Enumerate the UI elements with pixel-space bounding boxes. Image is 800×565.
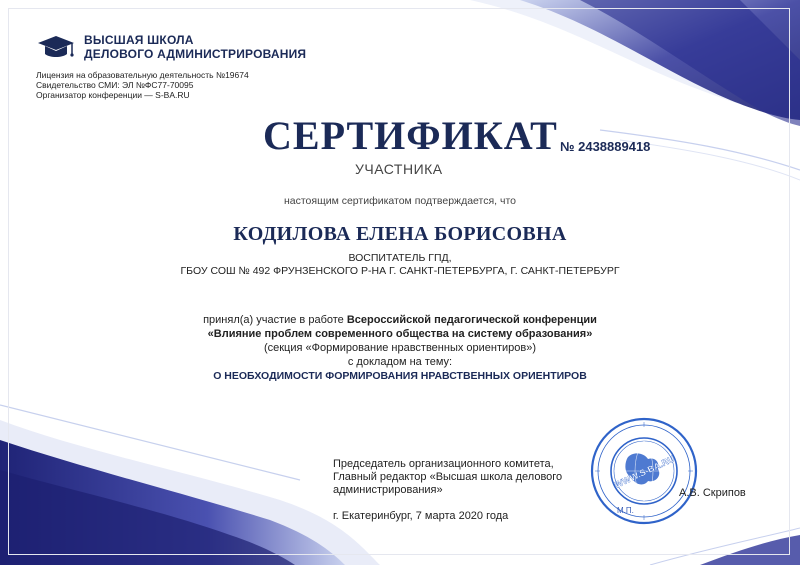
- certificate-number: № 2438889418: [560, 139, 651, 154]
- report-title: О НЕОБХОДИМОСТИ ФОРМИРОВАНИЯ НРАВСТВЕННЫХ ОРИЕНТИРОВ: [213, 370, 587, 382]
- official-seal: [588, 415, 700, 527]
- organization-name: [84, 33, 306, 61]
- seal-site-text: WWW.S-BA.RU: [612, 453, 676, 491]
- signer-role-line1: Председатель организационного комитета,: [333, 458, 554, 470]
- stamp-mark: М.П.: [617, 506, 634, 515]
- confirm-text: настоящим сертификатом подтверждается, что: [283, 195, 517, 207]
- organization-info: [36, 70, 249, 100]
- certificate-title: СЕРТИФИКАТ: [263, 113, 558, 158]
- signer-role-line2: Главный редактор «Высшая школа делового: [333, 471, 563, 483]
- position-line1: ВОСПИТАТЕЛЬ ГПД,: [348, 252, 452, 264]
- participation-prefix: принял(а) участие в работе: [203, 314, 347, 326]
- recipient-position: [0, 252, 800, 278]
- position-line2: ГБОУ СОШ № 492 ФРУНЗЕНСКОГО Р-НА Г. САНКТ-ПЕТЕРБУРГА, Г. САНКТ-ПЕТЕРБУРГ: [180, 265, 620, 277]
- event-name: Всероссийской педагогической конференции: [346, 314, 597, 326]
- signer-name: А.В. Скрипов: [679, 487, 746, 499]
- organizer-text: Организатор конференции — S-BA.RU: [36, 90, 190, 100]
- report-intro: с докладом на тему:: [347, 356, 453, 368]
- place-date: г. Екатеринбург, 7 марта 2020 года: [333, 510, 509, 522]
- signer-role: [333, 458, 562, 497]
- organization-name-line1: ВЫСШАЯ ШКОЛА: [84, 33, 194, 47]
- media-cert-text: Свидетельство СМИ: ЭЛ №ФС77-70095: [36, 80, 194, 90]
- participation-text: [0, 313, 800, 369]
- participation-line1: [0, 313, 800, 327]
- organization-name-line2: ДЕЛОВОГО АДМИНИСТРИРОВАНИЯ: [84, 47, 307, 61]
- signer-role-line3: администрирования»: [333, 484, 443, 496]
- conference-topic: «Влияние проблем современного общества на систему образования»: [207, 328, 593, 340]
- certificate-subtitle: УЧАСТНИКА: [355, 161, 443, 177]
- graduation-cap-icon: [36, 34, 76, 62]
- conference-section: (секция «Формирование нравственных ориентиров»): [263, 342, 537, 354]
- recipient-name: КОДИЛОВА ЕЛЕНА БОРИСОВНА: [233, 223, 567, 245]
- license-text: Лицензия на образовательную деятельность №19674: [36, 70, 249, 80]
